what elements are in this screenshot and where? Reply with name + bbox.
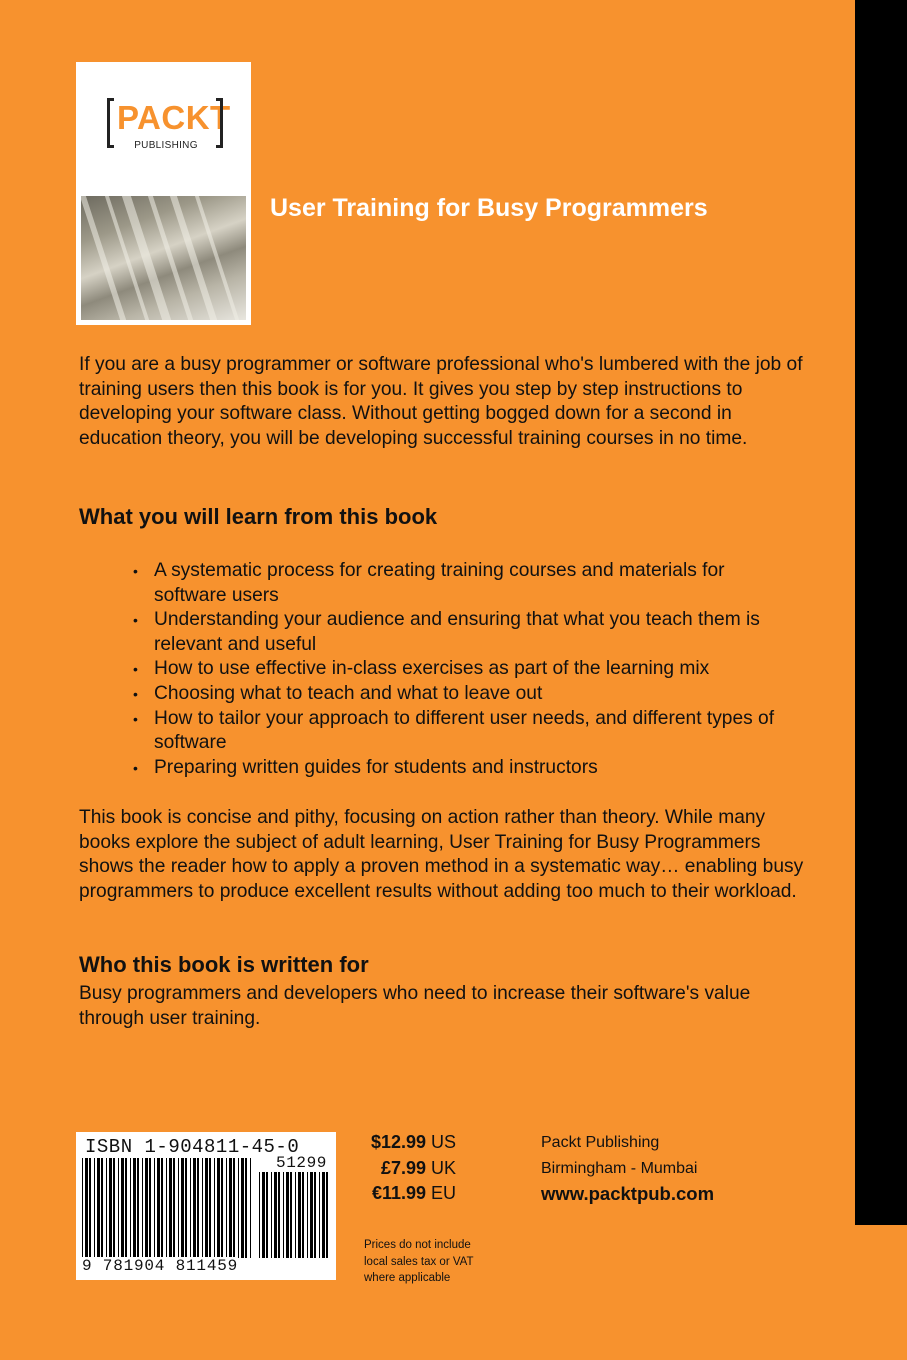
publisher-url: www.packtpub.com	[541, 1183, 715, 1204]
book-spine	[855, 0, 907, 1225]
price-row	[362, 1130, 456, 1156]
list-item: • How to use effective in-class exercises as part of the learning mix	[133, 657, 793, 682]
packt-logo	[107, 96, 231, 156]
summary-paragraph: This book is concise and pithy, focusing on action rather than theory. While many books explore the subject of adult learning, User Training for Busy Programmers shows the reader how to apply a proven method in a systematic way… enabling busy programmers to produce excellent results without adding too much to their workload.	[79, 807, 804, 902]
logo-bracket-left	[107, 98, 114, 148]
addon-barcode	[259, 1172, 329, 1258]
price-list	[362, 1130, 456, 1207]
logo-brand: PACKT	[117, 99, 231, 136]
price-region: UK	[431, 1157, 457, 1178]
price-amount: €11.99	[371, 1183, 426, 1203]
publisher-name: Packt Publishing	[541, 1134, 660, 1151]
logo-bracket-right	[216, 98, 223, 148]
price-note: Prices do not include local sales tax or VAT where applicable	[364, 1239, 474, 1284]
book-title: User Training for Busy Programmers	[270, 194, 708, 222]
price-amount: $12.99	[370, 1132, 426, 1152]
logo-subtitle: PUBLISHING	[134, 140, 198, 151]
ean-barcode	[82, 1158, 252, 1258]
audience-heading: Who this book is written for	[79, 952, 369, 977]
list-item: • How to tailor your approach to different user needs, and different types of software	[133, 707, 793, 756]
price-row	[362, 1181, 456, 1207]
list-item: • A systematic process for creating training courses and materials for software users	[133, 559, 793, 608]
list-item: • Preparing written guides for students and instructors	[133, 756, 793, 781]
price-region: EU	[431, 1183, 457, 1203]
addon-number: 51299	[276, 1154, 328, 1172]
learn-heading: What you will learn from this book	[79, 504, 438, 529]
cover-photo	[81, 196, 246, 320]
barcode	[76, 1132, 336, 1280]
publisher-cities: Birmingham - Mumbai	[541, 1159, 698, 1177]
isbn-label: ISBN 1-904811-45-0	[85, 1136, 300, 1158]
ean-number: 9 781904 811459	[82, 1257, 239, 1275]
publisher-logo-card	[76, 62, 251, 325]
price-row	[362, 1156, 456, 1182]
learn-list	[133, 559, 793, 780]
price-amount: £7.99	[380, 1157, 426, 1178]
price-region: US	[431, 1132, 457, 1152]
list-item: • Choosing what to teach and what to leave out	[133, 682, 793, 707]
publisher-info	[541, 1130, 714, 1207]
audience-paragraph: Busy programmers and developers who need to increase their software's value through user training.	[79, 983, 751, 1029]
intro-paragraph: If you are a busy programmer or software professional who's lumbered with the job of training users then this book is for you. It gives you step by step instructions to developing your software class. Without getting bogged down for a second in education theory, you will be developing successful training courses in no time.	[79, 354, 803, 449]
list-item: • Understanding your audience and ensuring that what you teach them is relevant and useful	[133, 608, 793, 657]
